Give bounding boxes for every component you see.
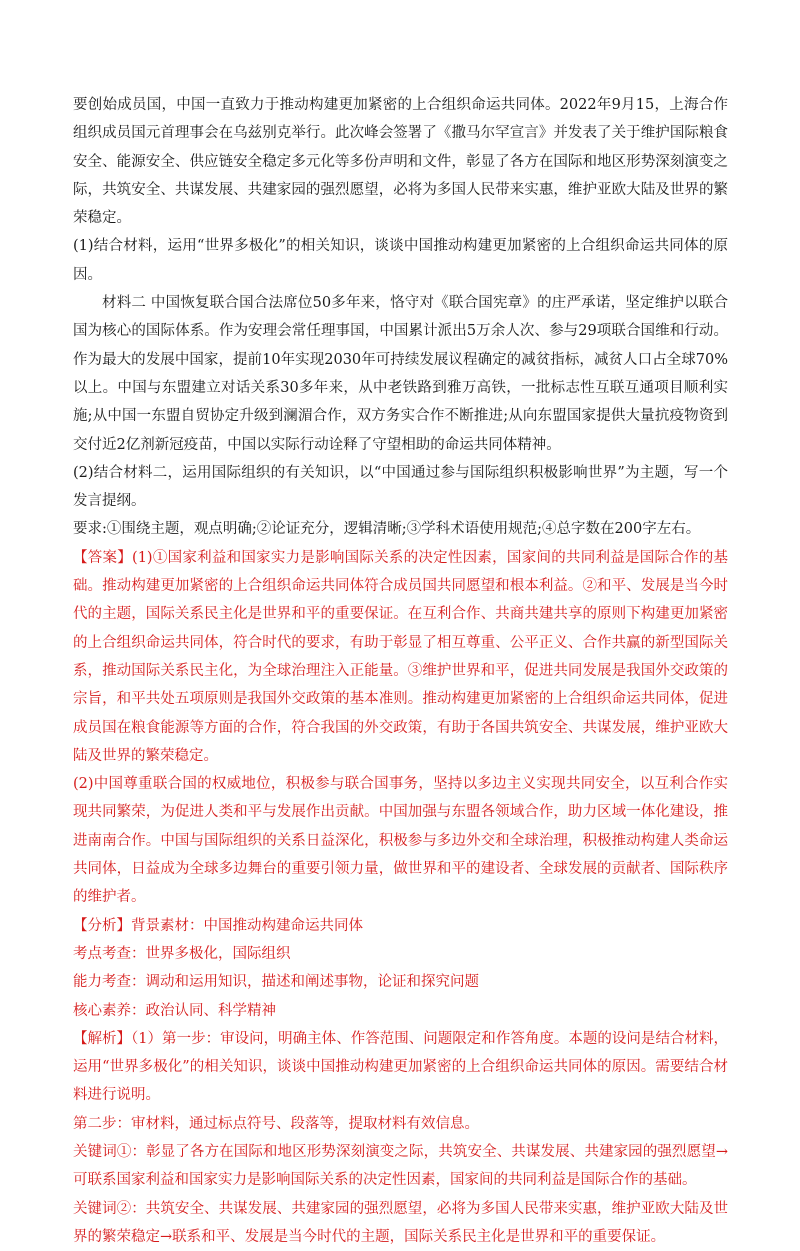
nengli-line: 能力考查：调动和运用知识，描述和阐述事物，论证和探究问题 <box>73 974 479 991</box>
jiexi-step-two: 第二步：审材料，通过标点符号、段落等，提取材料有效信息。 <box>73 1115 479 1132</box>
question-one: (1)结合材料，运用“世界多极化”的相关知识，谈谈中国推动构建更加紧密的上合组织命运共同体的原因。 <box>73 238 728 283</box>
answer-one <box>73 544 728 770</box>
analysis-background-text: 背景素材：中国推动构建命运共同体 <box>131 917 363 934</box>
jiexi-tag: 【解析】 <box>73 1030 132 1047</box>
material-two: 材料二 中国恢复联合国合法席位50多年来，恪守对《联合国宪章》的庄严承诺，坚定维护以联合国为核心的国际体系。作为安理会常任理事国，中国累计派出5万余人次、参与29项联合国维和行动。作为最大的发展中国家，提前10年实现2030年可持续发展议程确定的减贫指标，减贫人口占全球70%以上。中国与东盟建立对话关系30多年来，从中老铁路到雅万高铁，一批标志性互联互通项目顺利实施;从中国一东盟自贸协定升级到澜湄合作，双方务实合作不断推进;从向东盟国家提供大量抗疫物资到交付近2亿剂新冠疫苗，中国以实际行动诠释了守望相助的命运共同体精神。 <box>73 295 728 453</box>
answer-tag: 【答案】 <box>73 549 133 566</box>
jiexi-step-one <box>73 1025 728 1110</box>
answer-one-text: (1)①国家利益和国家实力是影响国际关系的决定性因素，国家间的共同利益是国际合作的基础。推动构建更加紧密的上合组织命运共同体符合成员国共同愿望和根本利益。②和平、发展是当今时代的主题，国际关系民主化是世界和平的重要保证。在互利合作、共商共建共享的原则下构建更加紧密的上合组织命运共同体，符合时代的要求，有助于彰显了相互尊重、公平正义、合作共赢的新型国际关系，推动国际关系民主化，为全球治理注入正能量。③维护世界和平，促进共同发展是我国外交政策的宗旨，和平共处五项原则是我国外交政策的基本准则。推动构建更加紧密的上合组织命运共同体，促进成员国在粮食能源等方面的合作，符合我国的外交政策，有助于各国共筑安全、共谋发展，维护亚欧大陆及世界的繁荣稳定。 <box>73 549 729 764</box>
requirements: 要求:①围绕主题，观点明确;②论证充分，逻辑清晰;③学科术语使用规范;④总字数在200字左右。 <box>73 521 701 538</box>
analysis-background <box>73 912 728 940</box>
answer-two: (2)中国尊重联合国的权威地位，积极参与联合国事务，坚持以多边主义实现共同安全，以互利合作实现共同繁荣，为促进人类和平与发展作出贡献。中国加强与东盟各领域合作，助力区域一体化建设，推进南南合作。中国与国际组织的关系日益深化，积极参与多边外交和全球治理，积极推动构建人类命运共同体，日益成为全球多边舞台的重要引领力量，做世界和平的建设者、全球发展的贡献者、国际秩序的维护者。 <box>73 776 728 906</box>
kaodian-line: 考点考查：世界多极化，国际组织 <box>73 945 291 962</box>
analysis-tag: 【分析】 <box>73 917 131 934</box>
jiexi-step-one-text: （1）第一步：审设问，明确主体、作答范围、问题限定和作答角度。本题的设问是结合材料，运用“世界多极化”的相关知识，谈谈中国推动构建更加紧密的上合组织命运共同体的原因。需要结合材料进行说明。 <box>73 1030 728 1104</box>
keyword-one: 关键词①：彰显了各方在国际和地区形势深刻演变之际，共筑安全、共谋发展、共建家园的强烈愿望→可联系国家利益和国家实力是影响国际关系的决定性因素，国家间的共同利益是国际合作的基础。 <box>73 1143 728 1189</box>
suyang-line: 核心素养：政治认同、科学精神 <box>73 1002 276 1019</box>
document-body <box>73 91 728 1251</box>
material-one-tail: 要创始成员国，中国一直致力于推动构建更加紧密的上合组织命运共同体。2022年9月15，上海合作组织成员国元首理事会在乌兹别克举行。此次峰会签署了《撒马尔罕宣言》并发表了关于维护国际粮食安全、能源安全、供应链安全稳定多元化等多份声明和文件，彰显了各方在国际和地区形势深刻演变之际，共筑安全、共谋发展、共建家园的强烈愿望，必将为多国人民带来实惠，维护亚欧大陆及世界的繁荣稳定。 <box>73 97 728 227</box>
keyword-two: 关键词②：共筑安全、共谋发展、共建家园的强烈愿望，必将为多国人民带来实惠，维护亚欧大陆及世界的繁荣稳定→联系和平、发展是当今时代的主题，国际关系民主化是世界和平的重要保证。 <box>73 1200 728 1245</box>
question-two: (2)结合材料二，运用国际组织的有关知识，以“中国通过参与国际组织积极影响世界”为主题，写一个发言提纲。 <box>73 464 728 510</box>
